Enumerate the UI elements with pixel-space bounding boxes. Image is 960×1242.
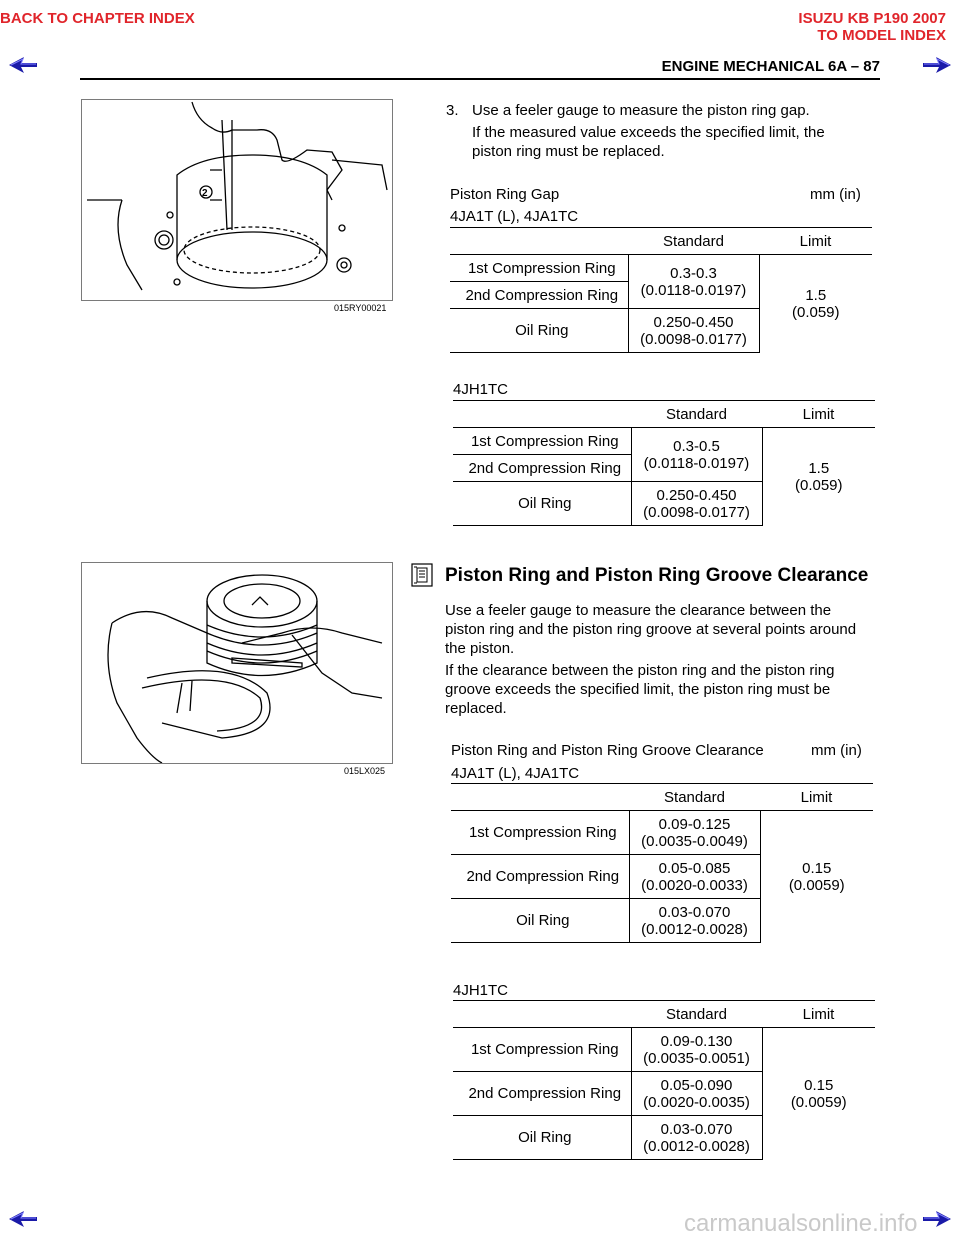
row-label: Oil Ring: [451, 899, 629, 943]
row-label: 2nd Compression Ring: [453, 1072, 631, 1116]
standard-value: 0.05-0.090 (0.0020-0.0035): [631, 1072, 762, 1116]
column-header-standard: Standard: [629, 784, 760, 811]
page-header-title: ENGINE MECHANICAL 6A – 87: [661, 58, 880, 75]
to-model-index-link[interactable]: TO MODEL INDEX: [817, 27, 946, 44]
column-header-standard: Standard: [631, 1001, 762, 1028]
groove-engine-1: 4JA1T (L), 4JA1TC: [451, 765, 580, 782]
table-header-row: [451, 784, 873, 811]
groove-paragraph-1: Use a feeler gauge to measure the clearance between the piston ring and the piston ring groove at several points around the piston.: [445, 602, 857, 657]
table-row: [450, 255, 872, 282]
step-number: 3.: [446, 102, 459, 119]
table-header-row: [450, 228, 872, 255]
standard-value: 0.05-0.085 (0.0020-0.0033): [629, 855, 760, 899]
groove-engine-2: 4JH1TC: [453, 982, 509, 999]
table-row: [453, 428, 875, 455]
limit-value: 1.5 (0.059): [762, 428, 875, 526]
figure-callout-2: 2: [202, 188, 208, 199]
next-page-arrow-bottom-icon[interactable]: [922, 1210, 952, 1228]
previous-page-arrow-icon[interactable]: [8, 56, 38, 74]
column-header-standard: Standard: [631, 401, 762, 428]
table-header-row: [453, 401, 875, 428]
standard-value: 0.09-0.130 (0.0035-0.0051): [631, 1028, 762, 1072]
gap-spec-title: Piston Ring Gap: [450, 186, 560, 203]
gap-engine-2: 4JH1TC: [453, 381, 509, 398]
limit-value: 0.15 (0.0059): [762, 1028, 875, 1160]
back-to-chapter-index-link[interactable]: BACK TO CHAPTER INDEX: [0, 10, 195, 27]
column-header-limit: Limit: [762, 401, 875, 428]
model-name-link[interactable]: ISUZU KB P190 2007: [798, 10, 946, 27]
limit-value: 1.5 (0.059): [759, 255, 872, 353]
standard-value: 0.3-0.5 (0.0118-0.0197): [631, 428, 762, 482]
column-header-limit: Limit: [762, 1001, 875, 1028]
section-heading: Piston Ring and Piston Ring Groove Clearance: [445, 565, 869, 586]
row-label: 2nd Compression Ring: [453, 455, 631, 482]
row-label: 2nd Compression Ring: [451, 855, 629, 899]
row-label: 1st Compression Ring: [451, 811, 629, 855]
row-label: 2nd Compression Ring: [450, 282, 628, 309]
groove-spec-title: Piston Ring and Piston Ring Groove Clearance: [451, 742, 764, 759]
inspection-section-icon: [411, 563, 433, 587]
figure-label: 015LX025: [344, 766, 386, 776]
groove-spec-table-1: [451, 783, 873, 943]
previous-page-arrow-bottom-icon[interactable]: [8, 1210, 38, 1228]
standard-value: 0.03-0.070 (0.0012-0.0028): [631, 1116, 762, 1160]
row-label: 1st Compression Ring: [467, 259, 616, 277]
gap-spec-table-2: [453, 400, 875, 526]
gap-spec-table-1: [450, 227, 872, 353]
standard-value: 0.03-0.070 (0.0012-0.0028): [629, 899, 760, 943]
row-label: Oil Ring: [450, 309, 628, 353]
row-label: Oil Ring: [453, 482, 631, 526]
table-row: [451, 811, 873, 855]
gap-spec-unit: mm (in): [810, 186, 861, 203]
piston-ring-gap-illustration: [81, 99, 393, 301]
figure-label: 015RY00021: [334, 303, 387, 313]
standard-value: 0.3-0.3 (0.0118-0.0197): [628, 255, 759, 309]
column-header-limit: Limit: [760, 784, 873, 811]
table-header-row: [453, 1001, 875, 1028]
standard-value: 0.250-0.450 (0.0098-0.0177): [631, 482, 762, 526]
gap-engine-1: 4JA1T (L), 4JA1TC: [450, 208, 579, 225]
row-label: 1st Compression Ring: [470, 432, 619, 450]
watermark-text: carmanualsonline.info: [684, 1210, 918, 1237]
row-label: Oil Ring: [453, 1116, 631, 1160]
piston-ring-groove-illustration: [81, 562, 393, 764]
standard-value: 0.09-0.125 (0.0035-0.0049): [629, 811, 760, 855]
groove-spec-table-2: [453, 1000, 875, 1160]
standard-value: 0.250-0.450 (0.0098-0.0177): [628, 309, 759, 353]
limit-value: 0.15 (0.0059): [760, 811, 873, 943]
column-header-standard: Standard: [628, 228, 759, 255]
groove-spec-unit: mm (in): [811, 742, 862, 759]
table-row: [453, 1028, 875, 1072]
groove-paragraph-2: If the clearance between the piston ring and the piston ring groove exceeds the specified limit, the piston ring must be replaced.: [445, 662, 835, 717]
column-header-limit: Limit: [759, 228, 872, 255]
model-index-block[interactable]: [798, 10, 946, 44]
next-page-arrow-icon[interactable]: [922, 56, 952, 74]
step-text: Use a feeler gauge to measure the piston ring gap.: [472, 102, 810, 119]
row-label: 1st Compression Ring: [453, 1028, 631, 1072]
step-subtext: If the measured value exceeds the specified limit, the piston ring must be replaced.: [472, 124, 825, 160]
header-rule: [80, 78, 880, 80]
